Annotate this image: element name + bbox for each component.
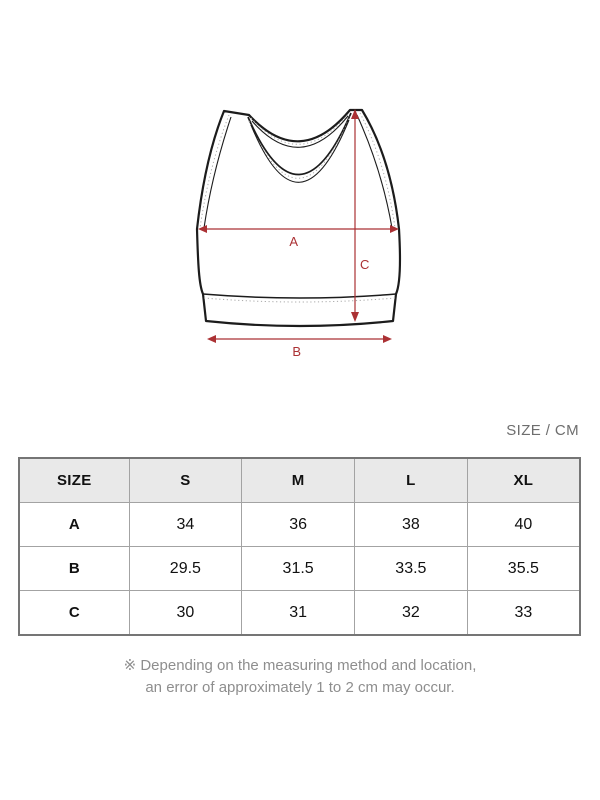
- row-label-b: B: [19, 547, 129, 591]
- garment-outline: [197, 110, 400, 326]
- row-label-c: C: [19, 591, 129, 636]
- column-header-xl: XL: [467, 458, 580, 503]
- value-a-m: 36: [242, 503, 355, 547]
- value-a-l: 38: [355, 503, 468, 547]
- value-c-s: 30: [129, 591, 242, 636]
- column-header-l: L: [355, 458, 468, 503]
- column-header-size: SIZE: [19, 458, 129, 503]
- measurement-label-c: C: [360, 257, 370, 272]
- value-b-s: 29.5: [129, 547, 242, 591]
- column-header-s: S: [129, 458, 242, 503]
- measurement-disclaimer: [0, 655, 600, 699]
- measurement-label-a: A: [289, 234, 299, 249]
- size-unit-label: SIZE / CM: [506, 422, 579, 439]
- value-c-xl: 33: [467, 591, 580, 636]
- value-c-m: 31: [242, 591, 355, 636]
- measurement-arrow-b: [207, 335, 392, 359]
- measurement-label-b: B: [292, 344, 302, 359]
- value-a-xl: 40: [467, 503, 580, 547]
- value-b-l: 33.5: [355, 547, 468, 591]
- value-c-l: 32: [355, 591, 468, 636]
- size-chart: [18, 457, 581, 636]
- disclaimer-line-2: an error of approximately 1 to 2 cm may occur.: [145, 679, 455, 696]
- column-header-m: M: [242, 458, 355, 503]
- table-row-c: [19, 591, 580, 636]
- disclaimer-line-1: ※ Depending on the measuring method and location,: [123, 657, 477, 674]
- value-a-s: 34: [129, 503, 242, 547]
- value-b-xl: 35.5: [467, 547, 580, 591]
- table-row-b: [19, 547, 580, 591]
- value-b-m: 31.5: [242, 547, 355, 591]
- row-label-a: A: [19, 503, 129, 547]
- size-chart-header-row: [19, 458, 580, 503]
- size-chart-table: [18, 457, 581, 636]
- table-row-a: [19, 503, 580, 547]
